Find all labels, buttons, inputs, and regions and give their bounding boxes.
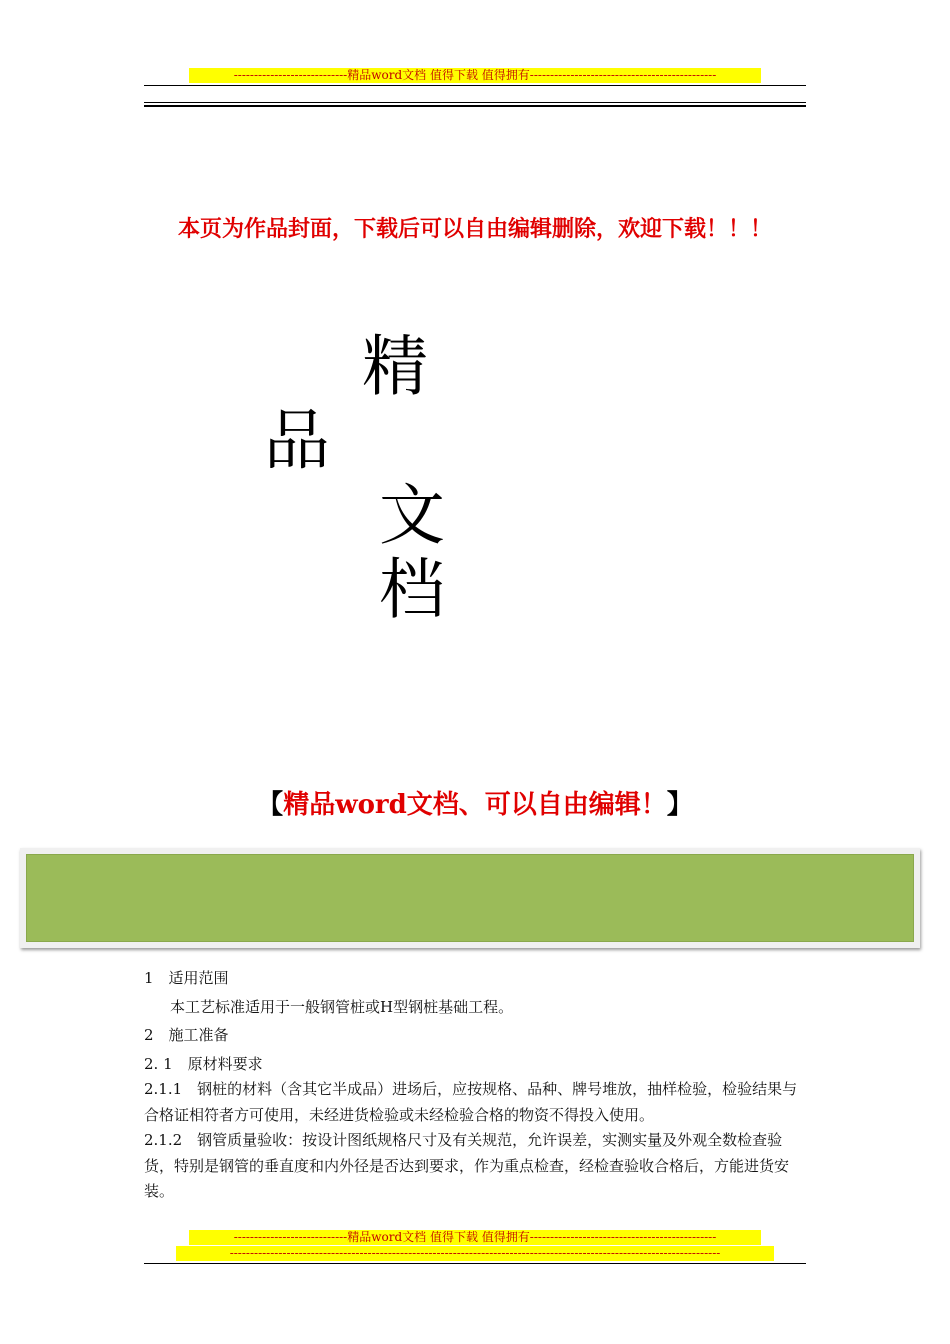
green-banner-frame [20,848,920,948]
open-bracket: 【 [257,790,284,820]
footer-banner-2: ------------------------------------------------------------------------------------------------------------------------- [176,1246,774,1261]
close-bracket: 】 [666,790,693,820]
editable-note-text: 精品word文档、可以自由编辑！ [283,790,667,820]
section-1-heading: 1 适用范围 [144,969,229,987]
editable-note [150,784,800,821]
section-2-heading: 2 施工准备 [144,1026,229,1044]
title-char-2: 品 [264,402,330,479]
section-1-body: 本工艺标准适用于一般钢管桩或H型钢桩基础工程。 [170,997,514,1016]
section-2-1-1: 2.1.1 钢桩的材料（含其它半成品）进场后，应按规格、品种、牌号堆放，抽样检验，检验结果与合格证相符者方可使用，未经进货检验或未经检验合格的物资不得投入使用。 [144,1080,798,1124]
green-banner [26,854,914,942]
document-body [144,966,806,1205]
title-char-4: 档 [379,551,445,628]
header-rule-double-bottom [144,105,806,107]
section-2-1-heading: 2. 1 原材料要求 [144,1054,263,1073]
section-2-1-2: 2.1.2 钢管质量验收：按设计图纸规格尺寸及有关规范，允许误差，实测实量及外观全数检查验货，特别是钢管的垂直度和内外径是否达到要求，作为重点检查，经检查验收合格后，方能进货安装。 [144,1131,790,1200]
header-rule-thin [144,85,806,86]
header-rule-double-top [144,102,806,103]
cover-note: 本页为作品封面，下载后可以自由编辑删除，欢迎下载！！！ [177,217,772,242]
footer-rule [144,1263,806,1264]
footer-banner-1: ----------------------------精品word文档 值得下载 值得拥有---------------------------------------------- [189,1230,761,1245]
title-char-1: 精 [362,328,428,405]
header-banner: ----------------------------精品word文档 值得下载 值得拥有---------------------------------------------- [189,68,761,83]
title-char-3: 文 [379,477,445,554]
